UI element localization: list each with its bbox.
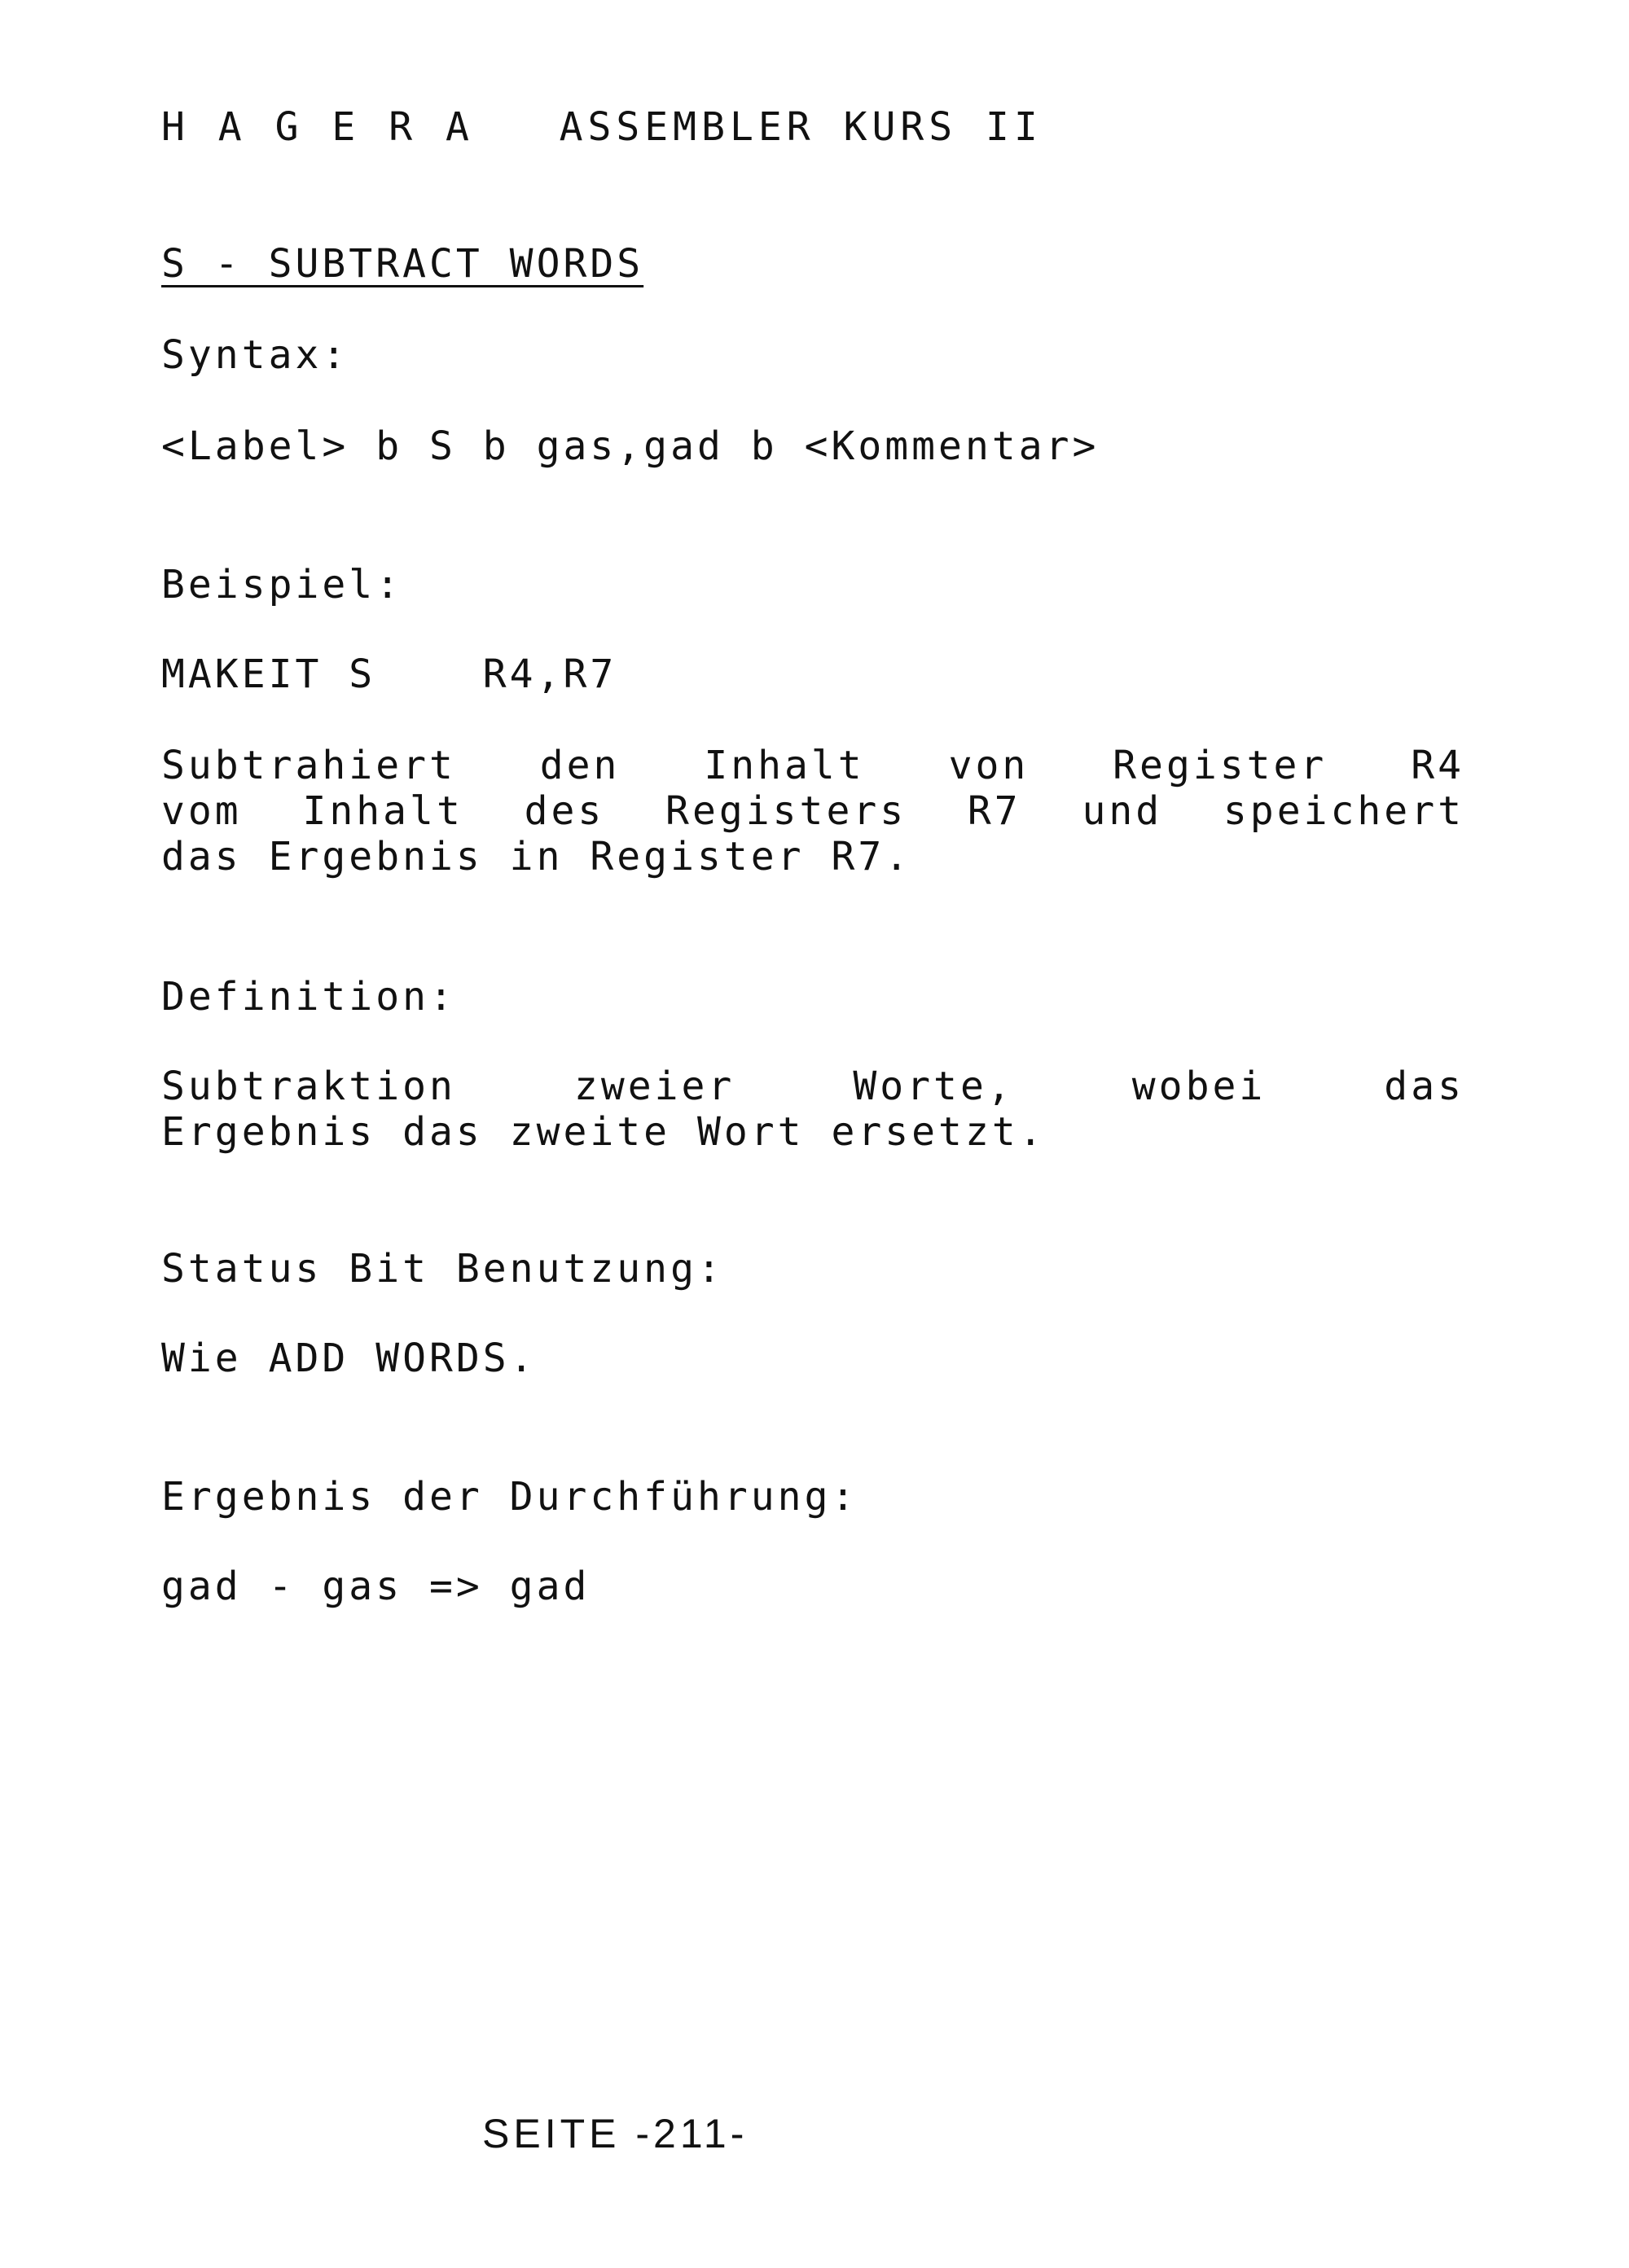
description-line: Subtrahiert den Inhalt von Register R4 xyxy=(161,743,1464,788)
section-heading: S - SUBTRACT WORDS xyxy=(161,241,644,287)
page-number: SEITE -211- xyxy=(482,2111,749,2156)
example-text: MAKEIT S R4,R7 xyxy=(161,651,617,697)
definition-line: Ergebnis das zweite Wort ersetzt. xyxy=(161,1109,1046,1155)
status-text: Wie ADD WORDS. xyxy=(161,1336,537,1381)
syntax-text: <Label> b S b gas,gad b <Kommentar> xyxy=(161,423,1100,469)
result-text: gad - gas => gad xyxy=(161,1564,591,1609)
definition-paragraph xyxy=(161,1064,1464,1155)
syntax-label: Syntax: xyxy=(161,332,349,378)
description-line: vom Inhalt des Registers R7 und speichert xyxy=(161,788,1464,834)
definition-label: Definition: xyxy=(161,974,456,1020)
description-line: das Ergebnis in Register R7. xyxy=(161,834,912,880)
description-paragraph xyxy=(161,743,1464,880)
example-label: Beispiel: xyxy=(161,562,403,608)
result-label: Ergebnis der Durchführung: xyxy=(161,1474,858,1520)
status-label: Status Bit Benutzung: xyxy=(161,1246,724,1292)
definition-line: Subtraktion zweier Worte, wobei das xyxy=(161,1064,1464,1109)
document-header: H A G E R A ASSEMBLER KURS II xyxy=(161,104,1043,150)
